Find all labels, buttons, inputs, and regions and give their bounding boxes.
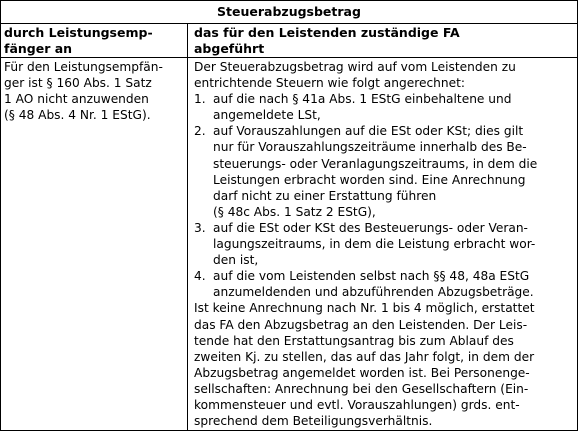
item-number: 2.	[194, 124, 206, 139]
body-left: Für den Leistungsempfän- ger ist § 160 Abs. 1 Satz 1 AO nicht anzuwenden (§ 48 Abs. 4 Nr. 1 EStG).	[1, 58, 188, 430]
item-text: auf die nach § 41a Abs. 1 EStG einbehaltene und angemeldete LSt,	[213, 92, 512, 123]
table-title: Steuerabzugsbetrag	[1, 1, 577, 24]
item-number: 4.	[194, 269, 206, 284]
list-item	[194, 220, 575, 268]
list-item	[194, 91, 575, 123]
header-right: das für den Leistenden zuständige FA abgeführt	[194, 25, 460, 56]
item-number: 3.	[194, 220, 206, 235]
header-left: durch Leistungsemp- fänger an	[1, 24, 188, 57]
item-number: 1.	[194, 92, 206, 107]
closing-text: Ist keine Anrechnung nach Nr. 1 bis 4 möglich, erstattet das FA den Abzugsbetrag an den Leistenden. Der Leis- tende hat den Erstattungsantrag bis zum Ablauf des zweiten Kj. zu stellen, das auf das Jahr folgt, in dem der Abzugsbetrag angemeldet worden ist. Bei Personenge- sellschaften: Anrechnung bei den Gesellschaftern (Ein- kommensteuer und evtl. Vorauszahlungen) grds. ent- sprechend dem Beteiligungsverhältnis.	[194, 301, 535, 429]
item-text: auf die vom Leistenden selbst nach §§ 48, 48a EStG anzumeldenden und abzuführenden Abzugsbeträge.	[213, 269, 534, 300]
body-row	[1, 58, 577, 430]
intro-text: Der Steuerabzugsbetrag wird auf vom Leistenden zu entrichtende Steuern wie folgt angerechnet:	[194, 60, 516, 91]
item-list	[194, 91, 575, 300]
list-item	[194, 123, 575, 220]
item-text: auf die ESt oder KSt des Besteuerungs- oder Veran- lagungszeitraums, in dem die Leistung erbracht wor- den ist,	[213, 220, 536, 268]
header-row	[1, 24, 577, 58]
item-text: auf Vorauszahlungen auf die ESt oder KSt; dies gilt nur für Vorauszahlungszeiträume innerhalb des Be- steuerungs- oder Veranlagungszeitraums, in dem die Leistungen erbracht worden sind. Eine Anrechnung darf nicht zu einer Erstattung führen (§ 48c Abs. 1 Satz 2 EStG),	[213, 124, 538, 219]
list-item	[194, 268, 575, 300]
body-right	[188, 58, 577, 430]
